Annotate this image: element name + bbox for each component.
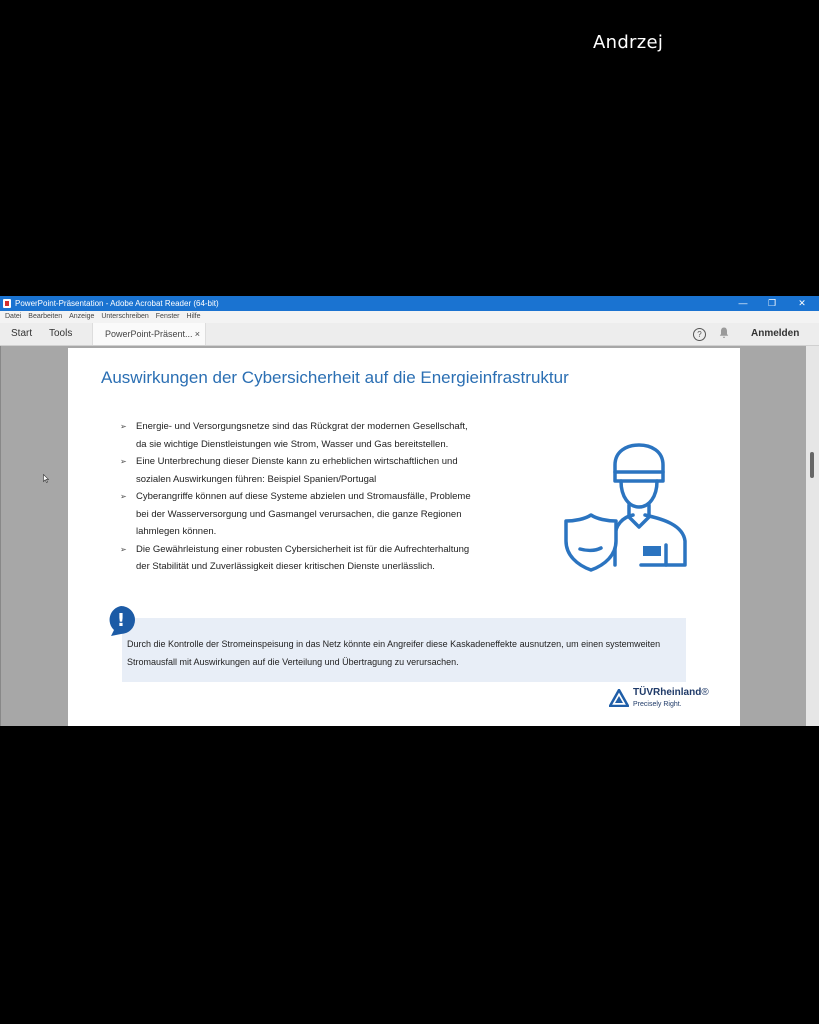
- scrollbar-thumb[interactable]: [810, 452, 814, 478]
- bullet-arrow-icon: ➢: [120, 492, 127, 501]
- toolbar: [0, 323, 819, 346]
- vertical-scrollbar[interactable]: [806, 346, 819, 726]
- brand-tagline: Precisely Right.: [633, 701, 682, 708]
- help-icon[interactable]: ?: [693, 328, 706, 341]
- maximize-button[interactable]: ❐: [767, 298, 777, 308]
- list-item: ➢ Eine Unterbrechung dieser Dienste kann zu erheblichen wirtschaftlichen und sozialen Auswirkungen führen: Beispiel Spanien/Portugal: [118, 453, 473, 488]
- brand-name: TÜVRheinland®: [633, 687, 709, 698]
- acrobat-window: [0, 296, 819, 726]
- menu-bar: [0, 311, 819, 323]
- left-gutter: [0, 346, 1, 726]
- menu-anzeige[interactable]: Anzeige: [69, 313, 95, 320]
- signin-button[interactable]: Anmelden: [751, 328, 800, 339]
- bullet-arrow-icon: ➢: [120, 457, 127, 466]
- list-item: ➢ Cyberangriffe können auf diese Systeme abzielen und Stromausfälle, Probleme bei der Wasserversorgung und Gasmangel verursachen, die ganze Regionen lahmlegen können.: [118, 488, 473, 541]
- menu-bearbeiten[interactable]: Bearbeiten: [28, 313, 63, 320]
- bell-icon[interactable]: [719, 327, 729, 342]
- info-callout: [122, 618, 686, 682]
- list-item: ➢ Die Gewährleistung einer robusten Cybersicherheit ist für die Aufrechterhaltung der Stabilität und Zuverlässigkeit dieser kritischen Dienste unerlässlich.: [118, 541, 473, 576]
- bullet-arrow-icon: ➢: [120, 544, 127, 554]
- mouse-cursor-icon: [43, 474, 49, 483]
- close-tab-icon[interactable]: ×: [194, 329, 200, 339]
- bullet-list: [118, 418, 473, 576]
- pdf-page: [68, 348, 740, 726]
- close-window-button[interactable]: ✕: [798, 298, 806, 308]
- slide-title: Auswirkungen der Cybersicherheit auf die Energieinfrastruktur: [101, 368, 569, 387]
- document-tab-label: PowerPoint-Präsent...: [105, 329, 193, 339]
- minimize-button[interactable]: —: [738, 298, 748, 308]
- window-title: PowerPoint-Präsentation - Adobe Acrobat Reader (64-bit): [15, 299, 219, 308]
- menu-datei[interactable]: Datei: [5, 313, 22, 320]
- tuv-triangle-icon: [609, 689, 629, 707]
- list-item: ➢ Energie- und Versorgungsnetze sind das Rückgrat der modernen Gesellschaft, da sie wichtige Dienstleistungen wie Strom, Wasser und Gas bereitstellen.: [118, 418, 473, 453]
- bullet-arrow-icon: ➢: [120, 422, 127, 431]
- document-tab[interactable]: [92, 323, 206, 345]
- tuv-rheinland-logo: [609, 687, 719, 713]
- menu-fenster[interactable]: Fenster: [155, 313, 180, 320]
- start-tab[interactable]: Start: [11, 328, 33, 339]
- tools-tab[interactable]: Tools: [49, 328, 73, 339]
- exclamation-glyph: !: [116, 610, 126, 631]
- exclamation-icon: [106, 605, 136, 637]
- participant-name: Andrzej: [593, 32, 664, 53]
- security-guard-shield-icon: [563, 443, 693, 573]
- menu-hilfe[interactable]: Hilfe: [186, 313, 201, 320]
- callout-text: Durch die Kontrolle der Stromeinspeisung in das Netz könnte ein Angreifer diese Kaskadeneffekte ausnutzen, um einen systemweiten Stromausfall mit Auswirkungen auf die Verteilung und Übertragung zu verursachen.: [127, 639, 661, 667]
- title-bar: [0, 296, 819, 311]
- menu-unterschreiben[interactable]: Unterschreiben: [101, 313, 149, 320]
- acrobat-app-icon: [3, 299, 11, 308]
